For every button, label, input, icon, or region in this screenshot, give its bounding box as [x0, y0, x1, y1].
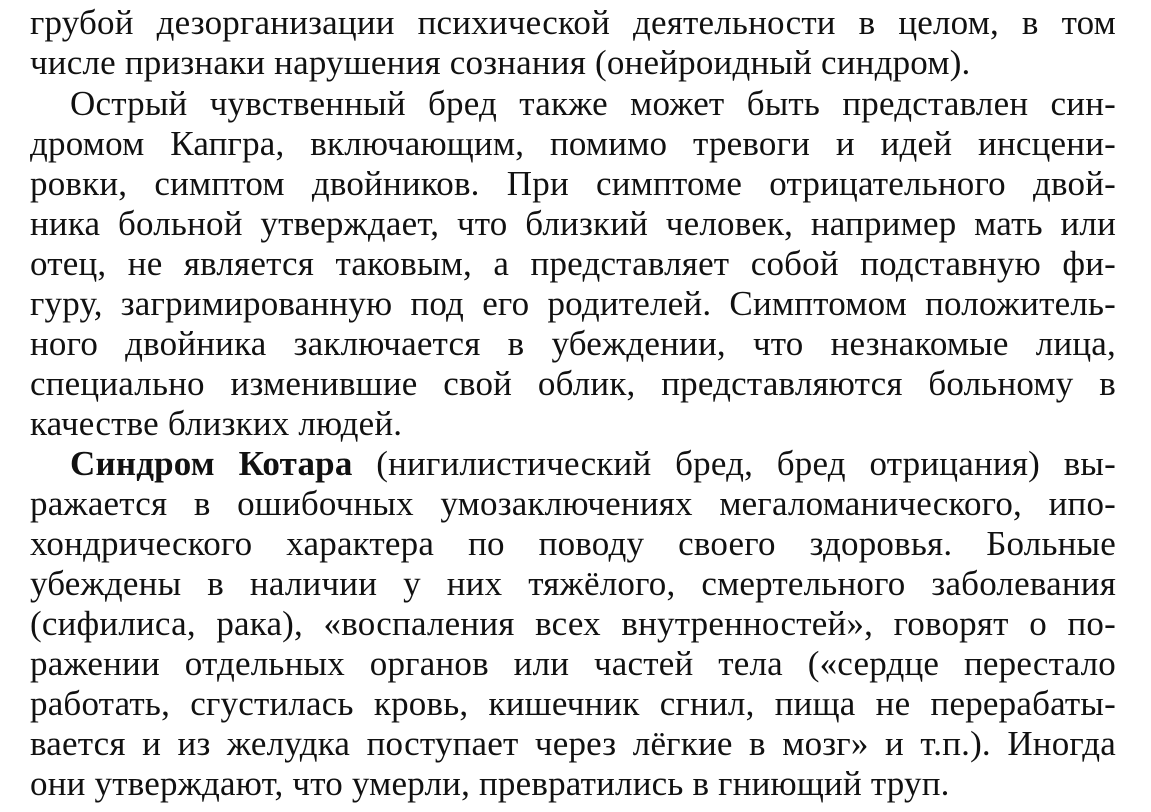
text-line: ника больной утверждает, что близкий человек, например мать или: [30, 204, 1116, 243]
text-line: отец, не является таковым, а представляет собой подставную фи-: [30, 244, 1116, 283]
text-line: дромом Капгра, включающим, помимо тревоги и идей инсцени-: [30, 124, 1116, 163]
text-line: вается и из желудка поступает через лёгкие в мозг» и т.п.). Иногда: [30, 724, 1116, 763]
text-line: качестве близких людей.: [30, 404, 403, 443]
text-line: грубой дезорганизации психической деятельности в целом, в том: [30, 3, 1116, 42]
text-line-with-term: [70, 444, 1116, 484]
text-line: гуру, загримированную под его родителей. Симптомом положитель-: [30, 284, 1116, 323]
text-line: работать, сгустилась кровь, кишечник сгнил, пища не перерабаты-: [30, 684, 1116, 723]
text-line: убеждены в наличии у них тяжёлого, смертельного заболевания: [30, 564, 1116, 603]
text-line: специально изменившие свой облик, представляются больному в: [30, 364, 1116, 403]
text-line: ражается в ошибочных умозаключениях мегаломанического, ипо-: [30, 484, 1116, 523]
term-heading: Синдром Котара: [70, 444, 353, 483]
text-fragment: (нигилистический бред, бред отрицания) вы-: [352, 444, 1116, 483]
text-line: числе признаки нарушения сознания (онейроидный синдром).: [30, 43, 971, 82]
text-line: (сифилиса, рака), «воспаления всех внутренностей», говорят о по-: [30, 604, 1116, 643]
text-line: ровки, симптом двойников. При симптоме отрицательного двой-: [30, 164, 1116, 203]
text-line: ражении отдельных органов или частей тела («сердце перестало: [30, 644, 1116, 683]
text-line: они утверждают, что умерли, превратились в гниющий труп.: [30, 764, 950, 803]
text-line: хондрического характера по поводу своего здоровья. Больные: [30, 524, 1116, 563]
text-line: ного двойника заключается в убеждении, что незнакомые лица,: [30, 324, 1116, 363]
text-line: Острый чувственный бред также может быть представлен син-: [70, 84, 1116, 123]
